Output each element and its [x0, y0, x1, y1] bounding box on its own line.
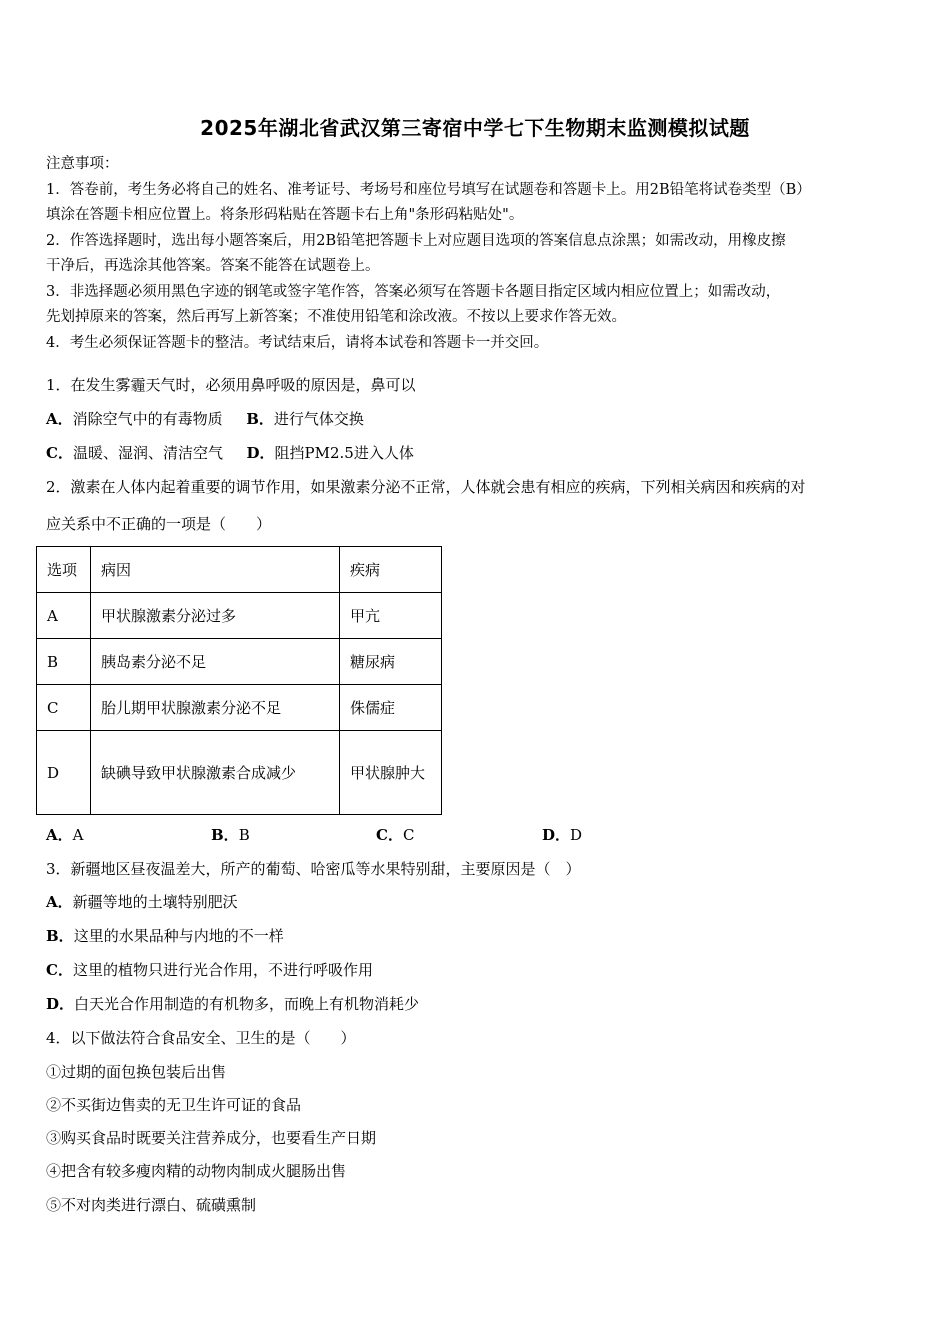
notice-block	[46, 152, 906, 356]
option-letter: C．	[46, 444, 73, 462]
question-2-answers	[46, 824, 746, 846]
table-cell: 侏儒症	[340, 685, 442, 731]
table-row	[37, 731, 442, 815]
table-cell: C	[37, 685, 91, 731]
notice-line: 1．答卷前，考生务必将自己的姓名、准考证号、考场号和座位号填写在试题卷和答题卡上。用2B铅笔将试卷类型（B）	[46, 181, 811, 198]
table-row	[37, 685, 442, 731]
option-text: 这里的植物只进行光合作用，不进行呼吸作用	[72, 961, 373, 979]
option-letter: A．	[46, 410, 73, 428]
notice-line: 2．作答选择题时，选出每小题答案后，用2B铅笔把答题卡上对应题目选项的答案信息点涂黑；如需改动，用橡皮擦	[46, 232, 786, 249]
notice-line: 填涂在答题卡相应位置上。将条形码粘贴在答题卡右上角"条形码粘贴处"。	[46, 207, 524, 223]
table-cell: 甲亢	[340, 593, 442, 639]
page-title: 2025年湖北省武汉第三寄宿中学七下生物期末监测模拟试题	[200, 116, 750, 140]
option-letter: D．	[246, 444, 275, 462]
question-4-item: ②不买街边售卖的无卫生许可证的食品	[46, 1096, 302, 1114]
option-text: A	[72, 826, 84, 844]
table-row	[37, 593, 442, 639]
table-header-row	[37, 547, 442, 593]
table-cell: 缺碘导致甲状腺激素合成减少	[91, 731, 340, 815]
question-2-table	[36, 546, 442, 815]
question-4-item: ①过期的面包换包装后出售	[46, 1063, 227, 1081]
table-header-cell: 选项	[37, 547, 91, 593]
option-letter: C．	[46, 961, 73, 979]
question-1-options-cd	[46, 442, 916, 464]
table-header-cell: 病因	[91, 547, 340, 593]
option-text: D	[570, 826, 583, 844]
option-text: C	[402, 826, 415, 844]
option-text: 温暖、湿润、清洁空气	[72, 444, 223, 462]
table-cell: 糖尿病	[340, 639, 442, 685]
question-3-option-b	[46, 925, 916, 947]
table-cell: D	[37, 731, 91, 815]
table-cell: A	[37, 593, 91, 639]
option-letter: B．	[46, 927, 74, 945]
notice-line: 3．非选择题必须用黑色字迹的钢笔或签字笔作答，答案必须写在答题卡各题目指定区域内相应位置上；如需改动，	[46, 283, 781, 300]
notice-line: 干净后，再选涂其他答案。答案不能答在试题卷上。	[46, 258, 380, 274]
question-1-stem: 1．在发生雾霾天气时，必须用鼻呼吸的原因是，鼻可以	[46, 376, 416, 394]
option-text: 消除空气中的有毒物质	[72, 410, 223, 428]
option-letter: C．	[376, 826, 403, 844]
answer-option	[46, 824, 83, 845]
question-2-stem-cont: 应关系中不正确的一项是（ ）	[46, 515, 272, 533]
question-3-option-d	[46, 993, 916, 1015]
option-text: 阻挡PM2.5进入人体	[274, 444, 414, 462]
question-3-option-c	[46, 959, 916, 981]
table-cell: 胰岛素分泌不足	[91, 639, 340, 685]
answer-option	[211, 824, 250, 845]
option-text: 新疆等地的土壤特别肥沃	[72, 893, 238, 911]
option-text: 这里的水果品种与内地的不一样	[73, 927, 284, 945]
question-3-option-a	[46, 891, 916, 913]
question-4-item: ④把含有较多瘦肉精的动物肉制成火腿肠出售	[46, 1162, 347, 1180]
question-3-stem: 3．新疆地区昼夜温差大，所产的葡萄、哈密瓜等水果特别甜，主要原因是（ ）	[46, 860, 581, 878]
question-4-stem: 4．以下做法符合食品安全、卫生的是（ ）	[46, 1029, 356, 1047]
option-letter: A．	[46, 893, 73, 911]
table-cell: 甲状腺激素分泌过多	[91, 593, 340, 639]
table-cell: 甲状腺肿大	[340, 731, 442, 815]
notice-heading: 注意事项：	[46, 156, 119, 172]
answer-option	[376, 824, 414, 845]
option-letter: B．	[246, 410, 274, 428]
option-text: 白天光合作用制造的有机物多，而晚上有机物消耗少	[74, 995, 420, 1013]
table-cell: B	[37, 639, 91, 685]
option-letter: D．	[46, 995, 75, 1013]
question-2-stem: 2．激素在人体内起着重要的调节作用，如果激素分泌不正常，人体就会患有相应的疾病，下列相关病因和疾病的对	[46, 478, 806, 496]
option-letter: B．	[211, 826, 239, 844]
question-4-item: ⑤不对肉类进行漂白、硫磺熏制	[46, 1196, 257, 1214]
option-letter: D．	[542, 826, 571, 844]
notice-line: 先划掉原来的答案，然后再写上新答案；不准使用铅笔和涂改液。不按以上要求作答无效。	[46, 309, 626, 325]
option-text: 进行气体交换	[273, 410, 364, 428]
table-header-cell: 疾病	[340, 547, 442, 593]
table-cell: 胎儿期甲状腺激素分泌不足	[91, 685, 340, 731]
question-4-item: ③购买食品时既要关注营养成分，也要看生产日期	[46, 1129, 377, 1147]
question-1-options-ab	[46, 408, 916, 430]
answer-option	[542, 824, 582, 845]
option-text: B	[238, 826, 250, 844]
notice-line: 4．考生必须保证答题卡的整洁。考试结束后，请将本试卷和答题卡一并交回。	[46, 334, 549, 351]
option-letter: A．	[46, 826, 73, 844]
table-row	[37, 639, 442, 685]
